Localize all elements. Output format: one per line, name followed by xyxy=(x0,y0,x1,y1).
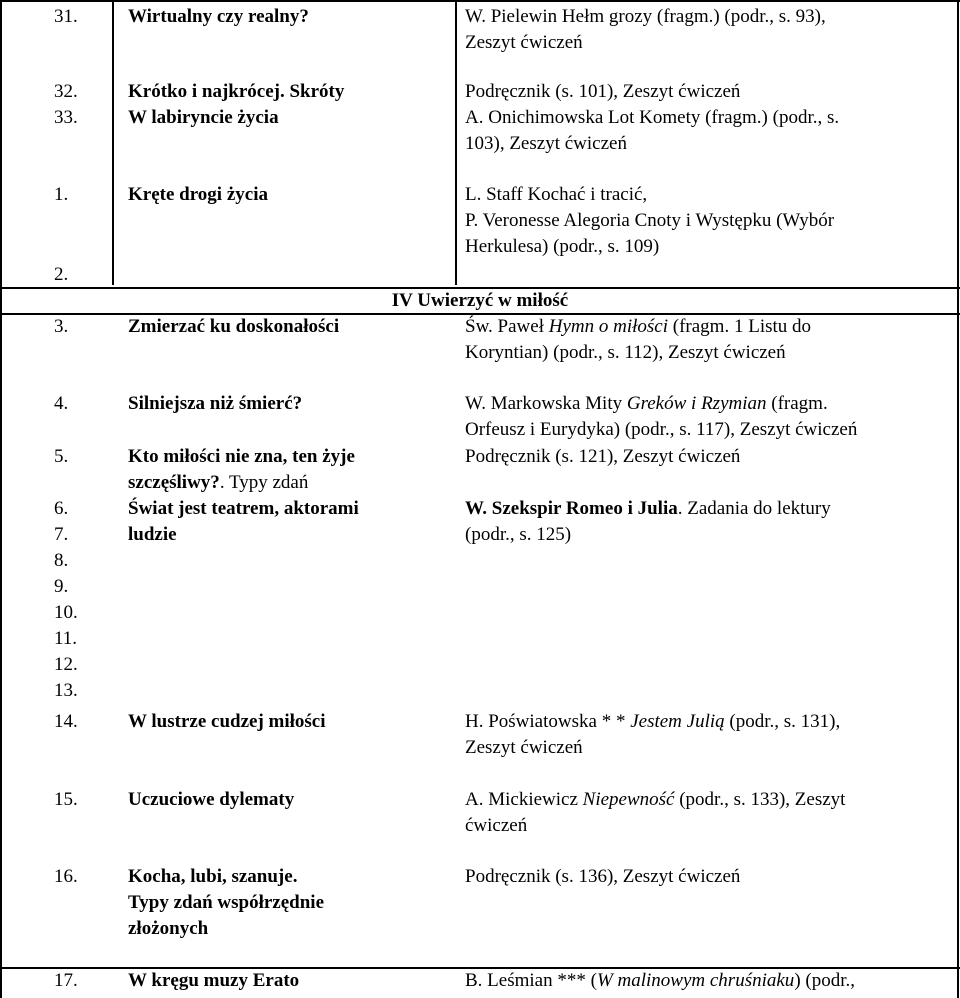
row-number: 9. xyxy=(54,576,69,597)
lesson-topic: Uczuciowe dylematy xyxy=(128,789,295,810)
lesson-source: A. Onichimowska Lot Komety (fragm.) (podr., s. xyxy=(465,107,840,128)
lesson-topic: Silniejsza niż śmierć? xyxy=(128,393,303,414)
row-number: 2. xyxy=(54,264,69,285)
lesson-topic: ludzie xyxy=(128,524,177,545)
table-border-left xyxy=(0,0,2,998)
row-line xyxy=(0,0,960,2)
lesson-source: ćwiczeń xyxy=(465,815,528,836)
lesson-source: H. Poświatowska * * Jestem Julią (podr., s. 131), xyxy=(465,711,841,732)
row-number: 14. xyxy=(54,711,78,732)
lesson-topic: Wirtualny czy realny? xyxy=(128,6,309,27)
lesson-topic: Zmierzać ku doskonałości xyxy=(128,316,340,337)
lesson-topic: złożonych xyxy=(128,918,209,939)
lesson-source: B. Leśmian *** (W malinowym chruśniaku) (podr., xyxy=(465,970,855,991)
lesson-topic: Krótko i najkrócej. Skróty xyxy=(128,81,345,102)
column-divider xyxy=(455,0,457,285)
section-title: IV Uwierzyć w miłość xyxy=(391,290,569,311)
lesson-topic: Kto miłości nie zna, ten żyje xyxy=(128,446,355,467)
lesson-source: Podręcznik (s. 136), Zeszyt ćwiczeń xyxy=(465,866,741,887)
lesson-source: Podręcznik (s. 101), Zeszyt ćwiczeń xyxy=(465,81,741,102)
row-number: 16. xyxy=(54,866,78,887)
lesson-source: L. Staff Kochać i tracić, xyxy=(465,184,648,205)
lesson-topic: Typy zdań współrzędnie xyxy=(128,892,325,913)
lesson-source: A. Mickiewicz Niepewność (podr., s. 133), Zeszyt xyxy=(465,789,846,810)
row-number: 13. xyxy=(54,680,78,701)
row-number: 8. xyxy=(54,550,69,571)
column-divider xyxy=(112,0,114,285)
lesson-source: Orfeusz i Eurydyka) (podr., s. 117), Zeszyt ćwiczeń xyxy=(465,419,858,440)
lesson-source: Podręcznik (s. 121), Zeszyt ćwiczeń xyxy=(465,446,741,467)
row-number: 17. xyxy=(54,970,78,991)
row-number: 32. xyxy=(54,81,78,102)
row-number: 1. xyxy=(54,184,69,205)
lesson-topic: Kręte drogi życia xyxy=(128,184,268,205)
lesson-source: W. Markowska Mity Greków i Rzymian (fragm. xyxy=(465,393,828,414)
lesson-source: W. Szekspir Romeo i Julia. Zadania do lektury xyxy=(465,498,831,519)
table-border-right xyxy=(957,0,959,998)
lesson-source: W. Pielewin Hełm grozy (fragm.) (podr., s. 93), xyxy=(465,6,826,27)
row-number: 33. xyxy=(54,107,78,128)
lesson-source: Koryntian) (podr., s. 112), Zeszyt ćwiczeń xyxy=(465,342,786,363)
row-number: 31. xyxy=(54,6,78,27)
row-number: 12. xyxy=(54,654,78,675)
lesson-source: Zeszyt ćwiczeń xyxy=(465,737,583,758)
row-number: 15. xyxy=(54,789,78,810)
lesson-topic: szczęśliwy?. Typy zdań xyxy=(128,472,309,493)
row-number: 6. xyxy=(54,498,69,519)
lesson-topic: Kocha, lubi, szanuje. xyxy=(128,866,298,887)
row-number: 3. xyxy=(54,316,69,337)
lesson-source: Herkulesa) (podr., s. 109) xyxy=(465,236,660,257)
row-number: 7. xyxy=(54,524,69,545)
lesson-source: 103), Zeszyt ćwiczeń xyxy=(465,133,627,154)
lesson-source: (podr., s. 125) xyxy=(465,524,572,545)
lesson-source: Zeszyt ćwiczeń xyxy=(465,32,583,53)
row-number: 11. xyxy=(54,628,78,649)
row-number: 10. xyxy=(54,602,78,623)
lesson-topic: W kręgu muzy Erato xyxy=(128,970,300,991)
row-number: 4. xyxy=(54,393,69,414)
lesson-topic: W lustrze cudzej miłości xyxy=(128,711,326,732)
lesson-topic: W labiryncie życia xyxy=(128,107,279,128)
lesson-source: Św. Paweł Hymn o miłości (fragm. 1 Listu do xyxy=(465,316,812,337)
lesson-topic: Świat jest teatrem, aktorami xyxy=(128,498,359,519)
row-number: 5. xyxy=(54,446,69,467)
lesson-source: P. Veronesse Alegoria Cnoty i Występku (Wybór xyxy=(465,210,835,231)
